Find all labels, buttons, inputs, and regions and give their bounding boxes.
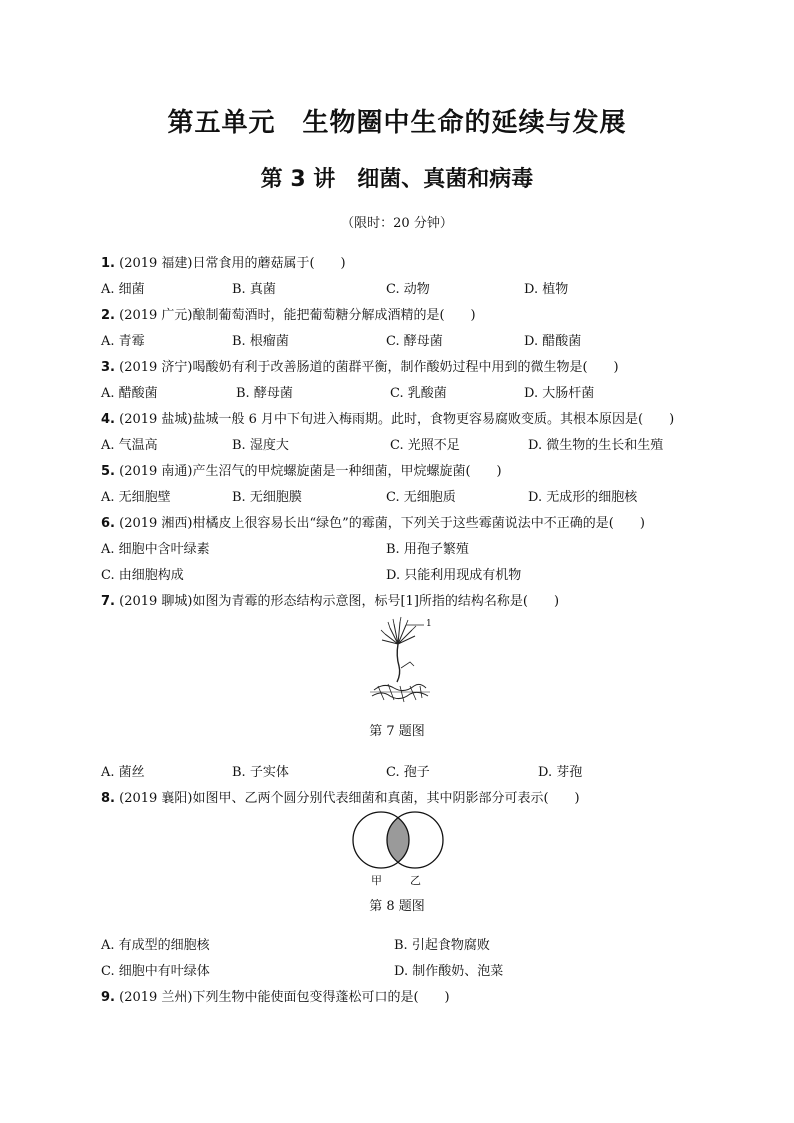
option-d: D. 无成形的细胞核 xyxy=(528,490,638,505)
question-2 xyxy=(101,304,476,323)
option-a: A. 细菌 xyxy=(101,282,145,297)
question-number: 1. xyxy=(101,256,115,271)
option-b: B. 根瘤菌 xyxy=(232,334,289,349)
option-a: A. 醋酸菌 xyxy=(101,386,158,401)
option-a: A. 青霉 xyxy=(101,334,145,349)
question-8-options-row1 xyxy=(0,934,794,952)
question-6-options-row1 xyxy=(0,538,794,556)
question-number: 2. xyxy=(101,308,115,323)
question-number: 6. xyxy=(101,516,115,531)
option-d: D. 醋酸菌 xyxy=(524,334,582,349)
question-number: 5. xyxy=(101,464,115,479)
option-b: B. 真菌 xyxy=(232,282,276,297)
option-d: D. 大肠杆菌 xyxy=(524,386,595,401)
question-number: 9. xyxy=(101,990,115,1005)
option-d: D. 制作酸奶、泡菜 xyxy=(394,964,504,979)
venn-label-yi: 乙 xyxy=(410,874,421,887)
option-a: A. 无细胞壁 xyxy=(101,490,171,505)
question-1 xyxy=(101,252,346,271)
question-6 xyxy=(101,512,645,531)
question-stem: (2019 南通)产生沼气的甲烷螺旋菌是一种细菌，甲烷螺旋菌( ) xyxy=(114,464,502,479)
option-c: C. 由细胞构成 xyxy=(101,568,184,583)
option-d: D. 只能利用现成有机物 xyxy=(386,568,522,583)
option-d: D. 芽孢 xyxy=(538,765,583,780)
question-stem: (2019 盐城)盐城一般 6 月中下旬进入梅雨期。此时，食物更容易腐败变质。其根本原因是( ) xyxy=(114,412,675,427)
question-4 xyxy=(101,408,674,427)
option-b: B. 湿度大 xyxy=(232,438,289,453)
option-a: A. 有成型的细胞核 xyxy=(101,938,210,953)
question-3 xyxy=(101,356,619,375)
option-c: C. 孢子 xyxy=(386,765,430,780)
venn-diagram xyxy=(350,810,446,870)
question-number: 3. xyxy=(101,360,115,375)
question-1-options xyxy=(0,278,794,296)
question-number: 4. xyxy=(101,412,115,427)
option-c: C. 乳酸菌 xyxy=(390,386,447,401)
question-stem: (2019 济宁)喝酸奶有利于改善肠道的菌群平衡，制作酸奶过程中用到的微生物是( ) xyxy=(114,360,619,375)
option-c: C. 无细胞质 xyxy=(386,490,456,505)
option-b: B. 酵母菌 xyxy=(236,386,293,401)
question-7 xyxy=(101,590,559,609)
question-9 xyxy=(101,986,450,1005)
option-d: D. 微生物的生长和生殖 xyxy=(528,438,664,453)
option-b: B. 用孢子繁殖 xyxy=(386,542,469,557)
figure-7-label: 1 xyxy=(426,619,432,629)
question-stem: (2019 襄阳)如图甲、乙两个圆分别代表细菌和真菌，其中阴影部分可表示( ) xyxy=(114,791,580,806)
question-3-options xyxy=(0,382,794,400)
unit-title: 第五单元 生物圈中生命的延续与发展 xyxy=(167,108,627,138)
question-4-options xyxy=(0,434,794,452)
option-c: C. 动物 xyxy=(386,282,430,297)
option-a: A. 气温高 xyxy=(101,438,158,453)
venn-label-jia: 甲 xyxy=(371,874,382,887)
question-stem: (2019 湘西)柑橘皮上很容易长出“绿色”的霉菌，下列关于这些霉菌说法中不正确的是( ) xyxy=(114,516,645,531)
option-b: B. 引起食物腐败 xyxy=(394,938,490,953)
figure-8-caption: 第 8 题图 xyxy=(369,899,425,914)
question-6-options-row2 xyxy=(0,564,794,582)
option-d: D. 植物 xyxy=(524,282,569,297)
question-stem: (2019 广元)酿制葡萄酒时，能把葡萄糖分解成酒精的是( ) xyxy=(114,308,476,323)
option-b: B. 子实体 xyxy=(232,765,289,780)
option-a: A. 菌丝 xyxy=(101,765,145,780)
question-8-options-row2 xyxy=(0,960,794,978)
option-c: C. 光照不足 xyxy=(390,438,460,453)
question-5-options xyxy=(0,486,794,504)
question-stem: (2019 福建)日常食用的蘑菇属于( ) xyxy=(114,256,346,271)
penicillium-figure xyxy=(360,616,440,706)
question-stem: (2019 兰州)下列生物中能使面包变得蓬松可口的是( ) xyxy=(114,990,450,1005)
question-8 xyxy=(101,787,580,806)
question-number: 8. xyxy=(101,791,115,806)
option-b: B. 无细胞膜 xyxy=(232,490,302,505)
question-stem: (2019 聊城)如图为青霉的形态结构示意图，标号[1]所指的结构名称是( ) xyxy=(114,594,560,609)
option-a: A. 细胞中含叶绿素 xyxy=(101,542,210,557)
option-c: C. 酵母菌 xyxy=(386,334,443,349)
question-5 xyxy=(101,460,502,479)
time-limit: （限时：20 分钟） xyxy=(341,216,453,231)
question-2-options xyxy=(0,330,794,348)
option-c: C. 细胞中有叶绿体 xyxy=(101,964,210,979)
question-number: 7. xyxy=(101,594,115,609)
lesson-title: 第 3 讲 细菌、真菌和病毒 xyxy=(260,167,534,192)
question-7-options xyxy=(0,761,794,779)
figure-7-caption: 第 7 题图 xyxy=(369,724,425,739)
